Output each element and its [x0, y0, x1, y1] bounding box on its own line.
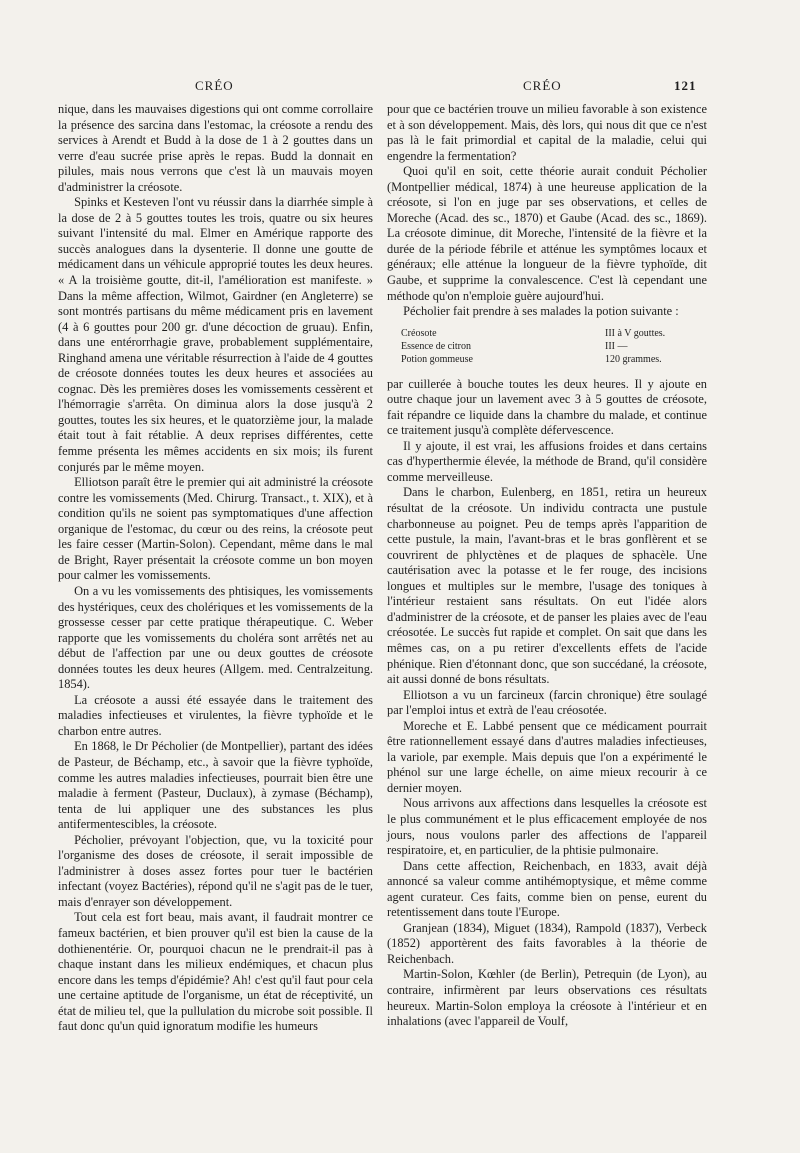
paragraph: Pécholier, prévoyant l'objection, que, vu la toxicité pour l'organisme des doses de créosote, il serait impossible de l'administrer à doses assez fortes pour tuer le bactérien infectant (voyez Bactéries), répond qu'il ne s'agit pas de le tuer, mais d'enrayer son développement.: [58, 832, 373, 909]
paragraph: En 1868, le Dr Pécholier (de Montpellier), partant des idées de Pasteur, de Béchamp, etc., à savoir que la fièvre typhoïde, comme les autres maladies infectieuses, pourrait bien être une maladie à ferment (Pasteur, Duclaux), à zymase (Béchamp), tenta de lui appliquer une des substances les plus antifermentescibles, la créosote.: [58, 739, 373, 832]
right-column: [387, 102, 707, 1030]
paragraph: Elliotson paraît être le premier qui ait administré la créosote contre les vomissements (Med. Chirurg. Transact., t. XIX), et à condition qu'ils ne soient pas symptomatiques d'une affection organique de l'estomac, du cœur ou des reins, la créosote peut les faire cesser (Martin-Solon). Cependant, même dans le mal de Bright, Rayer présentait la créosote comme un bon moyen pour calmer les vomissements.: [58, 475, 373, 583]
paragraph: Dans le charbon, Eulenberg, en 1851, retira un heureux résultat de la créosote. Un individu contracta une pustule charbonneuse au poignet. Peu de temps après l'apparition de cette pustule, la main, l'avant-bras et le bras gonflèrent et se couvrirent de phlyctènes et de plaques de sphacèle. Une cautérisation avec la potasse et le fer rouge, des incisions longues et multiples sur le membre, l'usage des toniques à l'intérieur restaient sans résultats. On eut l'idée alors d'administrer de la créosote, et de panser les plaies avec de l'eau créosotée. Le succès fut rapide et complet. On sait que dans les mêmes cas, on a pu retirer d'excellents effets de l'acide phénique. Rien d'étonnant donc, que son succédané, la créosote, ait aussi donné de bons résultats.: [387, 485, 707, 687]
recipe-ingredient: Potion gommeuse: [401, 353, 473, 365]
paragraph: Tout cela est fort beau, mais avant, il faudrait montrer ce fameux bactérien, et bien prouver qu'il est bien la cause de la dothienentérie. Or, pourquoi chacun ne le prendrait-il pas à chaque instant dans les milieux endémiques, et chacun plus encore dans les temps d'épidémie? Ah! c'est qu'il faut pour cela une certaine aptitude de l'organisme, un état de réceptivité, un état de milieu tel, que la pullulation du microbe soit possible. Il faut donc qu'un quid ignoratum modifie les humeurs: [58, 910, 373, 1034]
paragraph: Il y ajoute, il est vrai, les affusions froides et dans certains cas d'hyperthermie élevée, la méthode de Brand, qu'il considère comme merveilleuse.: [387, 438, 707, 484]
recipe-quantity: 120 grammes.: [605, 353, 662, 365]
recipe-quantity: III —: [605, 340, 628, 352]
paragraph: par cuillerée à bouche toutes les deux heures. Il y ajoute en outre chaque jour un lavement avec 3 à 5 gouttes de créosote, fait répandre ce liquide dans la chambre du malade, et continue ce traitement jusqu'à complète défervescence.: [387, 376, 707, 438]
paragraph: On a vu les vomissements des phtisiques, les vomissements des hystériques, ceux des cholériques et les vomissements de la grossesse cesser par cette pratique thérapeutique. C. Weber rapporte que les vomissements du choléra sont arrêtés net au début de l'affection par une ou deux gouttes de créosote données toutes les deux heures (Allgem. med. Centralzeitung. 1854).: [58, 583, 373, 692]
paragraph: La créosote a aussi été essayée dans le traitement des maladies infectieuses et virulentes, la fièvre typhoïde et le charbon entre autres.: [58, 692, 373, 738]
recipe-ingredient: Essence de citron: [401, 340, 471, 352]
left-column: [58, 102, 373, 1035]
paragraph: Spinks et Kesteven l'ont vu réussir dans la diarrhée simple à la dose de 2 à 5 gouttes toutes les trois, quatre ou six heures suivant l'intensité du mal. Elmer en Amérique rapporte des succès analogues dans la dysenterie. Il donne une goutte de médicament dans un véhicule approprié toutes les deux heures. « A la troisième goutte, dit-il, l'amélioration est manifeste. » Dans la même affection, Wilmot, Gairdner (en Angleterre) se sont montrés partisans du même médicament pris en lavement (4 à 6 gouttes pour 200 gr. d'une décoction de gruau). Enfin, dans une entérorrhagie grave, probablement supplémentaire, Ringhand amena une véritable résurrection à l'aide de 4 gouttes de créosote données toutes les deux heures et associées au cognac. Dès les premières doses les vomissements cessèrent et l'hémorragie s'arrêta. On diminua alors la dose jusqu'à 2 gouttes, toutes les six heures, et le quatorzième jour, la malade était tout à fait rétablie. A deux reprises différentes, cette femme présenta les mêmes accidents en six mois; ils furent conjurés par le même moyen.: [58, 195, 373, 474]
recipe-ingredient: Créosote: [401, 327, 437, 339]
paragraph: Martin-Solon, Kœhler (de Berlin), Petrequin (de Lyon), au contraire, infirmèrent par leurs observations ces résultats heureux. Martin-Solon employa la créosote à l'intérieur et en inhalations (avec l'appareil de Voulf,: [387, 967, 707, 1029]
paragraph: Nous arrivons aux affections dans lesquelles la créosote est le plus communément et le plus efficacement employée de nos jours, nous voulons parler des affections de l'appareil respiratoire, et, en particulier, de la phtisie pulmonaire.: [387, 796, 707, 858]
recipe-row: [401, 327, 701, 340]
recipe-quantity: III à V gouttes.: [605, 327, 666, 339]
recipe-row: [401, 340, 701, 353]
recipe-table: [401, 327, 701, 366]
page-number: 121: [674, 78, 697, 93]
running-head-right: CRÉO: [523, 78, 562, 93]
paragraph: Dans cette affection, Reichenbach, en 1833, avait déjà annoncé sa valeur comme antihémoptysique, et même comme agent curateur. Ces faits, comme bien on pense, eurent du retentissement dans toute l'Europe.: [387, 858, 707, 920]
running-head-left: CRÉO: [195, 78, 234, 93]
paragraph: nique, dans les mauvaises digestions qui ont comme corrollaire la présence des sarcina dans l'estomac, la créosote a rendu des services à Arendt et Budd à la dose de 1 à 2 gouttes dans un verre d'eau sucrée prise après le repas. Budd la donnait en pilules, mais nous verrons que c'est là un mauvais moyen d'administrer la créosote.: [58, 102, 373, 194]
recipe-row: [401, 353, 701, 366]
paragraph: pour que ce bactérien trouve un milieu favorable à son existence et à son développement. Mais, dès lors, qui nous dit que ce n'est pas là le fait primordial et capital de la maladie, celui qui engendre la fermentation?: [387, 102, 707, 163]
paragraph: Quoi qu'il en soit, cette théorie aurait conduit Pécholier (Montpellier médical, 1874) à une heureuse application de la créosote, si l'on en juge par ses observations, et celles de Moreche (Acad. des sc., 1870) et Gaube (Acad. des sc., 1869). La créosote diminue, dit Moreche, l'intensité de la fièvre et la durée de la période fébrile et atténue les symptômes locaux et généraux; elle atténue la longueur de la fièvre typhoïde, dit Gaube, et supprime la convalescence. C'est là cependant une méthode qu'on n'emploie guère aujourd'hui.: [387, 164, 707, 303]
paragraph: Pécholier fait prendre à ses malades la potion suivante :: [403, 304, 679, 319]
page-header: [0, 78, 800, 98]
paragraph: Moreche et E. Labbé pensent que ce médicament pourrait être rationnellement essayé dans d'autres maladies infectieuses, la variole, par exemple. Mais depuis que l'on a expérimenté le phénol sur une large échelle, on aime mieux recourir à ce dernier moyen.: [387, 718, 707, 795]
paragraph: Granjean (1834), Miguet (1834), Rampold (1837), Verbeck (1852) apportèrent des faits favorables à la théorie de Reichenbach.: [387, 920, 707, 966]
paragraph: Elliotson a vu un farcineux (farcin chronique) être soulagé par l'emploi intus et extrà de l'eau créosotée.: [387, 687, 707, 718]
